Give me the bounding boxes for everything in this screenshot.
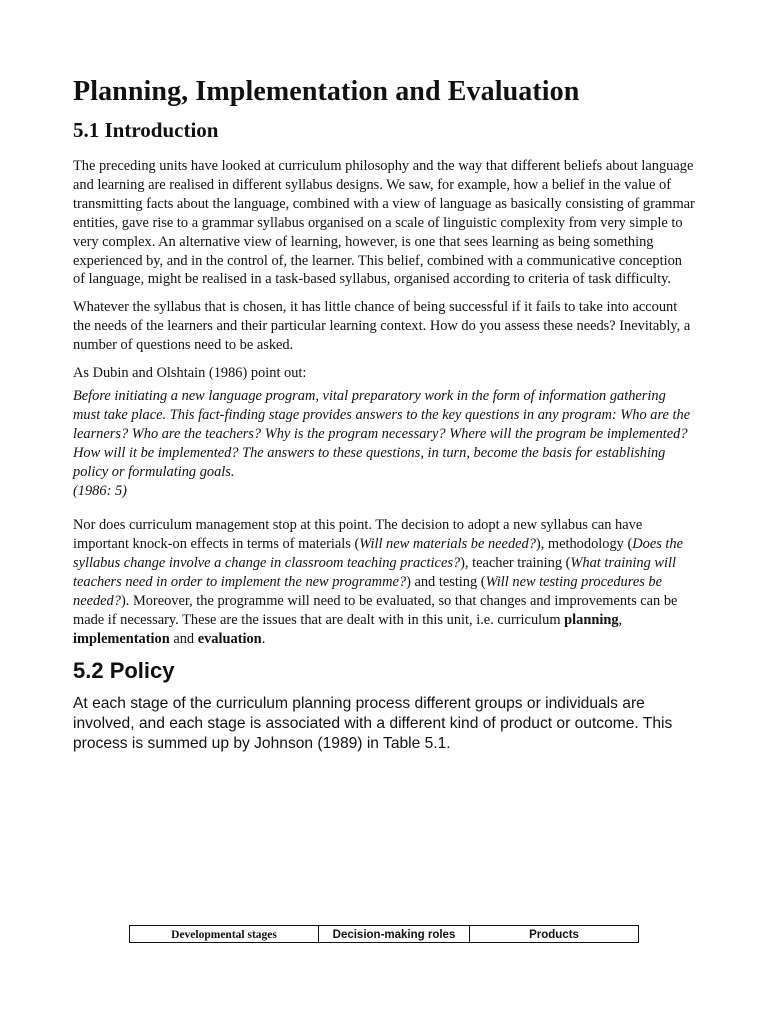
para4-term-evaluation: evaluation	[197, 630, 262, 647]
block-quote-text: Before initiating a new language program, vital preparatory work in the form of information gathering must take place. This fact-finding stage provides answers to the key questions in any program: Who are the learners? Who are the teachers? Why is the program necessary? Where will the program be implemented? How will it be implemented? The answers to these questions, in turn, become the basis for establishing policy or formulating goals.	[73, 387, 691, 480]
table-header-row	[130, 926, 639, 943]
policy-paragraph-1: At each stage of the curriculum planning process different groups or individuals are involved, and each stage is associated with a different kind of product or outcome. This process is summed up by Johnson (1989) in Table 5.1.	[73, 694, 673, 752]
para4-text-3: ), teacher training (	[460, 555, 571, 572]
intro-paragraph-1: The preceding units have looked at curriculum philosophy and the way that different beliefs about language and learning are realised in different syllabus designs. We saw, for example, how a belief in the value of transmitting facts about the language, combined with a view of language as basically consisting of grammar entities, gave rise to a grammar syllabus organised on a scale of linguistic complexity from very simple to very complex. An alternative view of learning, however, is one that sees learning as being something experienced by, and in the control of, the learner. This belief, combined with a communicative conception of language, might be realised in a task-based syllabus, organised according to criteria of task difficulty.	[73, 158, 695, 288]
para4-term-implementation: implementation	[73, 630, 170, 647]
header-products: Products	[470, 926, 639, 943]
header-developmental-stages: Developmental stages	[130, 926, 319, 943]
block-quote	[73, 387, 695, 500]
para4-term-planning: planning	[564, 611, 619, 628]
para4-question-materials: Will new materials be needed?	[359, 536, 536, 553]
para4-question-testing: Will new testing procedures be needed?	[73, 574, 662, 610]
intro-paragraph-2: Whatever the syllabus that is chosen, it has little chance of being successful if it fails to take into account the needs of the learners and their particular learning context. How do you assess these needs? Inevitably, a number of questions need to be asked.	[73, 299, 691, 354]
para4-text-1: Nor does curriculum management stop at this point. The decision to adopt a new syllabus can have important knock-on effects in terms of materials (	[73, 517, 643, 553]
quote-intro: As Dubin and Olshtain (1986) point out:	[73, 365, 307, 382]
para4-text-4: ) and testing (	[406, 574, 486, 591]
para4-text-6: ,	[618, 611, 623, 628]
table-5-1	[129, 925, 639, 943]
page-title: Planning, Implementation and Evaluation	[73, 76, 580, 107]
intro-paragraph-4	[73, 516, 695, 648]
para4-text-8: .	[261, 630, 266, 647]
header-decision-making-roles: Decision-making roles	[319, 926, 470, 943]
para4-text-7: and	[169, 630, 198, 647]
section-heading-policy: 5.2 Policy	[73, 657, 175, 683]
stages-table	[129, 925, 639, 943]
para4-text-5: ). Moreover, the programme will need to be evaluated, so that changes and improvements can be made if necessary. These are the issues that are dealt with in this unit, i.e. curriculum	[73, 593, 678, 628]
para4-question-training: What training will teachers need in order to implement the new programme?	[73, 555, 676, 591]
section-heading-introduction: 5.1 Introduction	[73, 118, 219, 142]
para4-text-2: ), methodology (	[535, 536, 633, 553]
para4-question-methodology: Does the syllabus change involve a change in classroom teaching practices?	[73, 536, 684, 572]
quote-citation: (1986: 5)	[73, 482, 127, 499]
